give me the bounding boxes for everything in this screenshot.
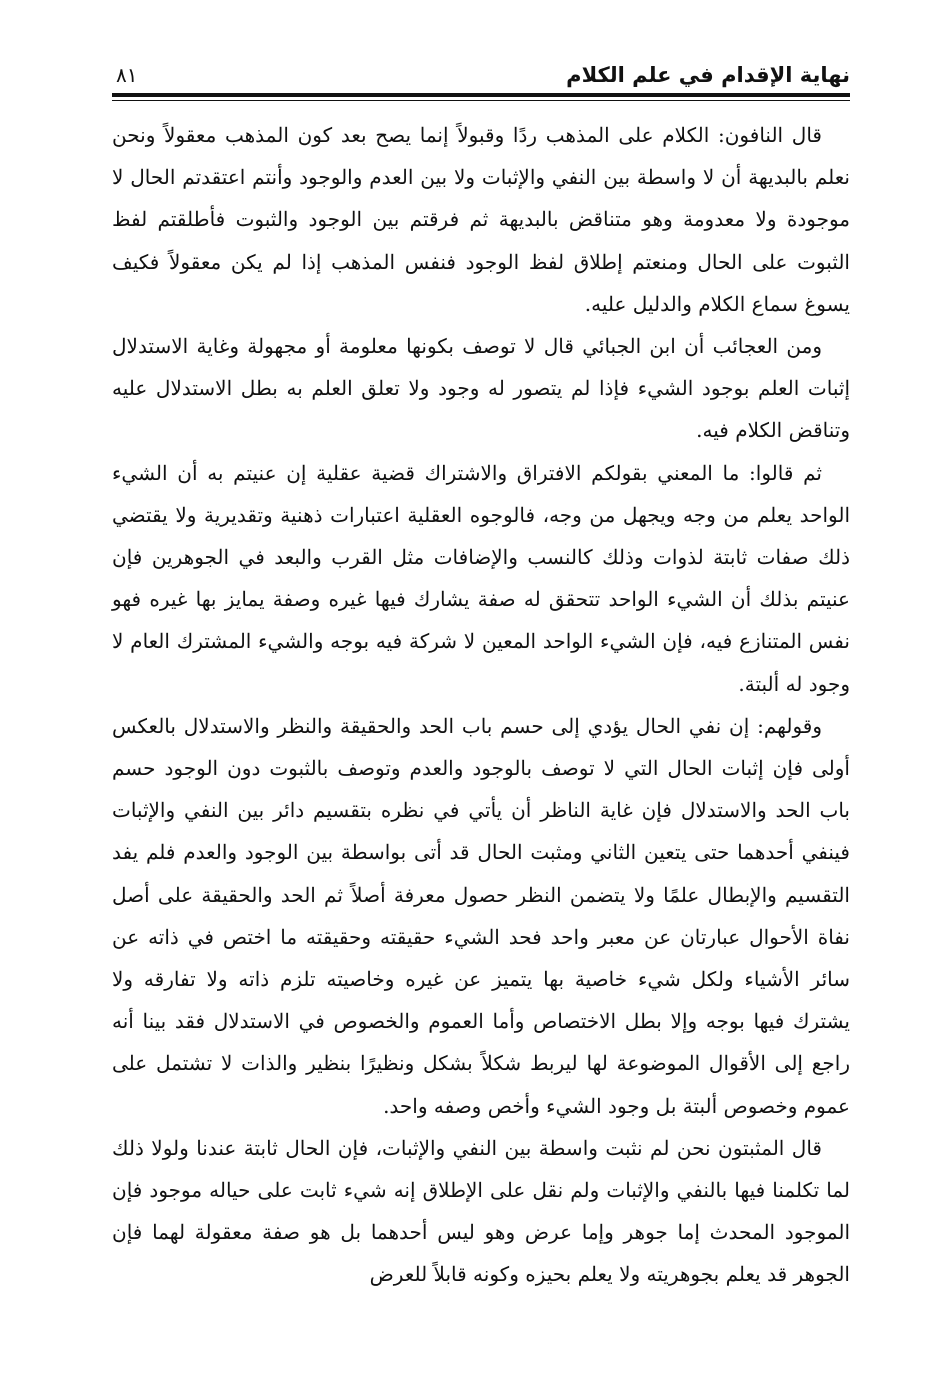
- paragraph: وقولهم: إن نفي الحال يؤدي إلى حسم باب الحد والحقيقة والنظر والاستدلال بالعكس أولى فإن إثبات الحال التي لا توصف بالوجود والعدم وتوصف بالثبوت دون الوجود حسم باب الحد والاستدلال فإن غاية الناظر أن يأتي في نظره بتقسيم دائر بين النفي والإثبات فينفي أحدهما حتى يتعين الثاني ومثبت الحال قد أتى بواسطة بين الوجود والعدم فلم يفد التقسيم والإبطال علمًا ولا يتضمن النظر حصول معرفة أصلاً ثم الحد والحقيقة على أصل نفاة الأحوال عبارتان عن معبر واحد فحد الشيء حقيقته وحقيقته ما اختص في ذاته عن سائر الأشياء ولكل شيء خاصية بها يتميز عن غيره وخاصيته تلزم ذاته ولا تفارقه ولا يشترك فيها بوجه وإلا بطل الاختصاص وأما العموم والخصوص في الاستدلال فقد بينا أنه راجع إلى الأقوال الموضوعة لها ليربط شكلاً بشكل ونظيرًا بنظير والذات لا تشتمل على عموم وخصوص ألبتة بل وجود الشيء وأخص وصفه واحد.: [112, 713, 850, 1118]
- paragraph: ثم قالوا: ما المعني بقولكم الافتراق والاشتراك قضية عقلية إن عنيتم به أن الشيء الواحد يعلم من وجه ويجهل من وجه، فالوجوه العقلية اعتبارات ذهنية وتقديرية ولا يقتضي ذلك صفات ثابتة لذوات وذلك كالنسب والإضافات مثل القرب والبعد في الجوهرين فإن عنيتم بذلك أن الشيء الواحد تتحقق له صفة يشارك فيها غيره وصفة يمايز بها غيره فهو نفس المتنازع فيه، فإن الشيء الواحد المعين لا شركة فيه بوجه والشيء المشترك العام لا وجود له ألبتة.: [112, 460, 851, 696]
- body-text: [112, 114, 850, 1296]
- running-head: [112, 60, 850, 92]
- paragraph: قال النافون: الكلام على المذهب ردًا وقبولاً إنما يصح بعد كون المذهب معقولاً ونحن نعلم بالبديهة أن لا واسطة بين النفي والإثبات ولا بين العدم والوجود وأنتم اعتقدتم الحال لا موجودة ولا معدومة وهو متناقض بالبديهة ثم فرقتم بين الوجود والثبوت فأطلقتم لفظ الثبوت على الحال ومنعتم إطلاق لفظ الوجود فنفس المذهب إذا لم يكن معقولاً فكيف يسوغ سماع الكلام والدليل عليه.: [112, 123, 851, 316]
- book-title: نهاية الإقدام في علم الكلام: [566, 63, 850, 87]
- page-number: ٨١: [116, 63, 138, 87]
- paragraph: ومن العجائب أن ابن الجبائي قال لا توصف بكونها معلومة أو مجهولة وغاية الاستدلال إثبات العلم بوجود الشيء فإذا لم يتصور له وجود ولا تعلق العلم به بطل الاستدلال عليه وتناقض الكلام فيه.: [112, 334, 850, 443]
- header-rule-thin: [112, 100, 850, 101]
- paragraph: قال المثبتون نحن لم نثبت واسطة بين النفي والإثبات، فإن الحال ثابتة عندنا ولولا ذلك لما تكلمنا فيها بالنفي والإثبات ولم نقل على الإطلاق إنه شيء ثابت على حياله موجود فإن الموجود المحدث إما جوهر وإما عرض وهو ليس أحدهما بل هو صفة معقولة لهما فإن الجوهر قد يعلم بجوهريته ولا يعلم بحيزه وكونه قابلاً للعرض: [112, 1135, 850, 1287]
- header-rule-thick: [112, 93, 850, 97]
